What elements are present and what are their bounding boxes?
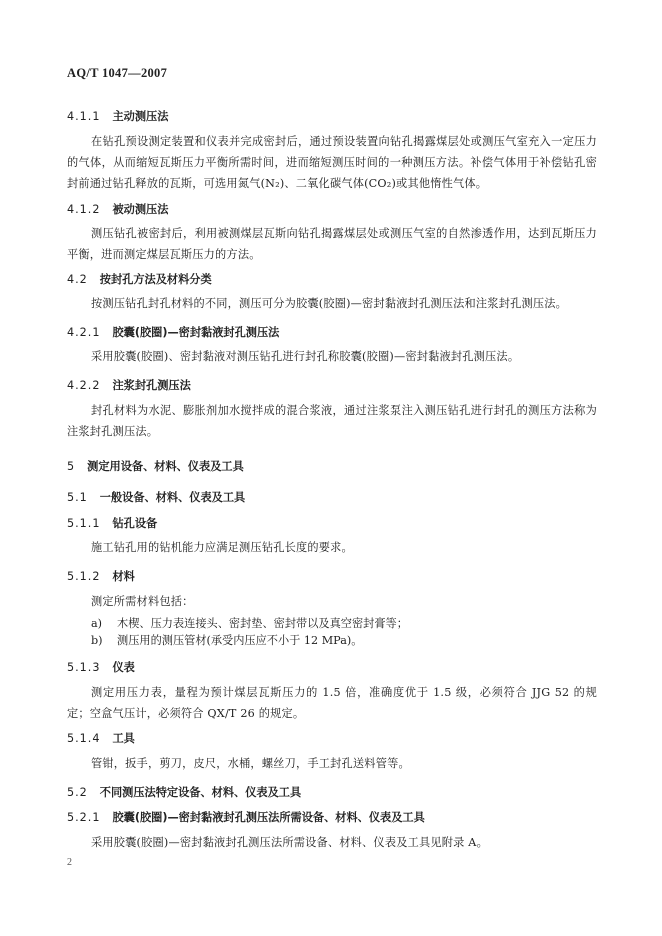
section-title: 胶囊(胶圈)—密封黏液封孔测压法 [112, 326, 280, 339]
paragraph: 施工钻孔用的钻机能力应满足测压钻孔长度的要求。 [91, 541, 353, 554]
paragraph: 封孔材料为水泥、膨胀剂加水搅拌成的混合浆液，通过注浆泵注入测压钻孔进行封孔的测压方法称为注浆封孔测压法。 [67, 404, 597, 438]
section-heading-5-1-1 [67, 515, 157, 531]
section-title: 一般设备、材料、仪表及工具 [99, 491, 246, 504]
document-code: AQ/T 1047—2007 [67, 66, 168, 80]
list-marker: a) [91, 617, 103, 630]
section-heading-5-1-2 [67, 568, 135, 584]
section-title: 测定用设备、材料、仪表及工具 [87, 460, 244, 473]
list-item [91, 615, 408, 631]
list-item [91, 632, 362, 648]
paragraph: 在钻孔预设测定装置和仪表并完成密封后，通过预设装置向钻孔揭露煤层处或测压气室充入一定压力的气体，从而缩短瓦斯压力平衡所需时间，进而缩短测压时间的一种测压方法。补偿气体用于补偿钻孔密封前通过钻孔释放的瓦斯，可选用氮气(N₂)、二氧化碳气体(CO₂)或其他惰性气体。 [67, 135, 597, 190]
paragraph: 采用胶囊(胶圈)—密封黏液封孔测压法所需设备、材料、仪表及工具见附录 A。 [91, 836, 488, 849]
section-title: 材料 [112, 570, 135, 583]
section-number: 5.2 [67, 786, 88, 799]
section-heading-4-1-1 [67, 108, 168, 124]
page-number: 2 [67, 857, 72, 868]
section-heading-4-1-2 [67, 201, 168, 217]
paragraph: 测定所需材料包括： [91, 595, 194, 608]
section-number: 5.1 [67, 491, 88, 504]
list-text: 测压用的测压管材(承受内压应不小于 12 MPa)。 [117, 634, 363, 647]
section-number: 4.2.2 [67, 379, 101, 392]
section-title: 工具 [112, 732, 135, 745]
section-number: 4.1.1 [67, 110, 101, 123]
section-number: 5 [67, 460, 76, 473]
section-heading-4-2 [67, 271, 212, 287]
section-title: 胶囊(胶圈)—密封黏液封孔测压法所需设备、材料、仪表及工具 [112, 811, 425, 824]
section-title: 按封孔方法及材料分类 [99, 273, 212, 286]
section-number: 5.1.4 [67, 732, 101, 745]
section-number: 5.1.1 [67, 517, 101, 530]
paragraph: 按测压钻孔封孔材料的不同，测压可分为胶囊(胶圈)—密封黏液封孔测压法和注浆封孔测压法。 [91, 297, 568, 310]
section-number: 4.2 [67, 273, 88, 286]
section-title: 不同测压法特定设备、材料、仪表及工具 [99, 786, 302, 799]
section-title: 注浆封孔测压法 [112, 379, 191, 392]
section-heading-5-2 [67, 784, 301, 800]
section-number: 5.2.1 [67, 811, 101, 824]
section-title: 钻孔设备 [112, 517, 158, 530]
section-number: 4.1.2 [67, 203, 101, 216]
section-number: 5.1.3 [67, 661, 101, 674]
paragraph: 采用胶囊(胶圈)、密封黏液对测压钻孔进行封孔称胶囊(胶圈)—密封黏液封孔测压法。 [91, 350, 520, 363]
section-heading-5-1 [67, 489, 245, 505]
section-heading-4-2-2 [67, 377, 191, 393]
section-heading-5-1-4 [67, 730, 135, 746]
section-heading-5 [67, 458, 244, 474]
section-number: 5.1.2 [67, 570, 101, 583]
list-marker: b) [91, 634, 103, 647]
section-title: 主动测压法 [112, 110, 169, 123]
section-title: 仪表 [112, 661, 135, 674]
section-heading-4-2-1 [67, 324, 279, 340]
section-number: 4.2.1 [67, 326, 101, 339]
list-text: 木楔、压力表连接头、密封垫、密封带以及真空密封膏等； [117, 617, 408, 630]
section-heading-5-1-3 [67, 659, 135, 675]
section-heading-5-2-1 [67, 809, 425, 825]
paragraph: 管钳，扳手，剪刀，皮尺，水桶，螺丝刀，手工封孔送料管等。 [91, 757, 410, 770]
paragraph: 测定用压力表，量程为预计煤层瓦斯压力的 1.5 倍，准确度优于 1.5 级，必须符合 JJG 52 的规定；空盒气压计，必须符合 QX/T 26 的规定。 [67, 686, 597, 720]
section-title: 被动测压法 [112, 203, 169, 216]
paragraph: 测压钻孔被密封后，利用被测煤层瓦斯向钻孔揭露煤层处或测压气室的自然渗透作用，达到瓦斯压力平衡，进而测定煤层瓦斯压力的方法。 [67, 227, 597, 261]
